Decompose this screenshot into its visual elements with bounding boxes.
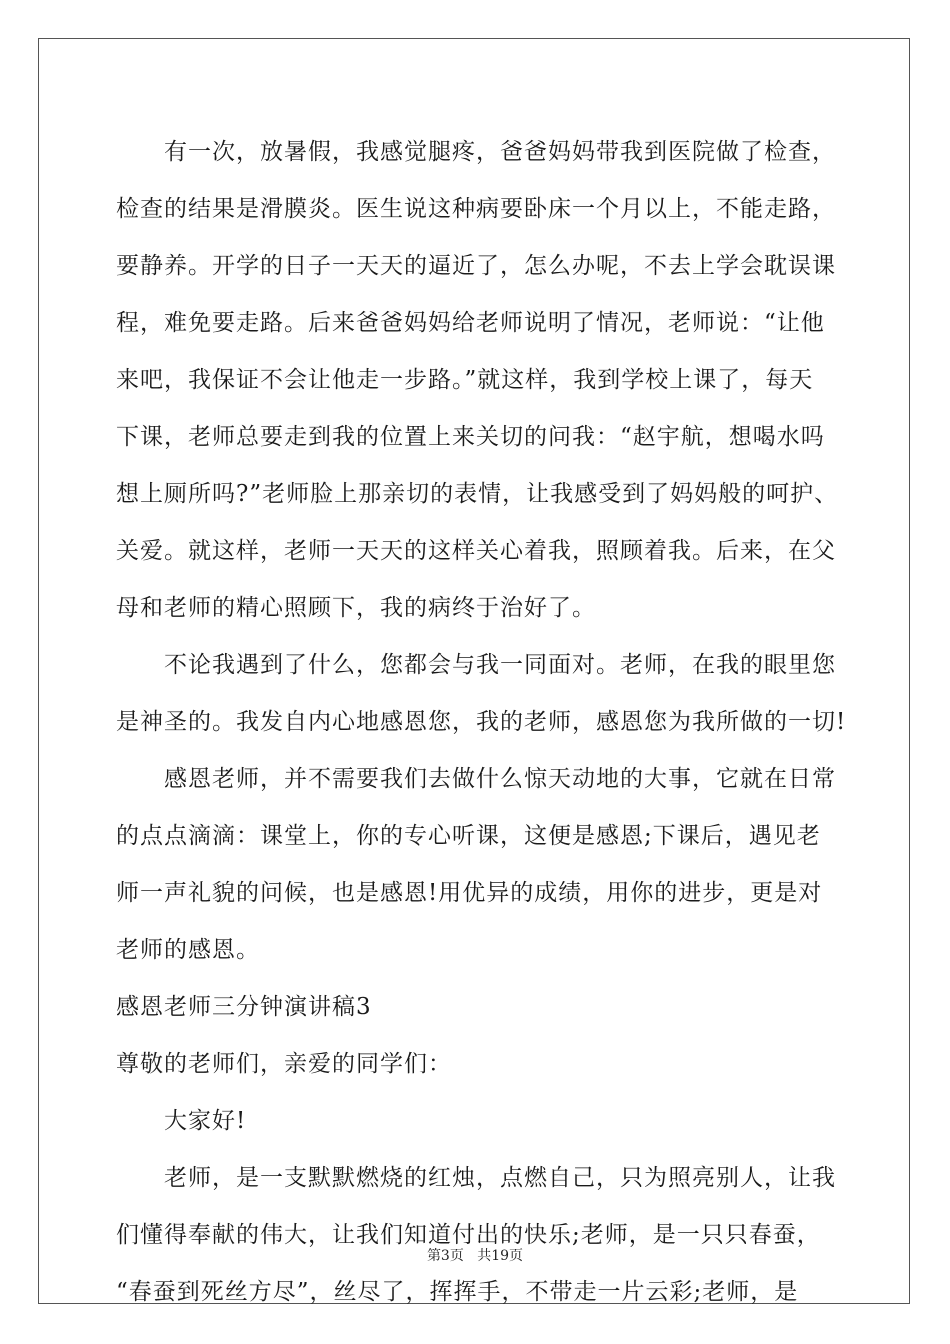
text-line: 关爱。就这样，老师一天天的这样关心着我，照顾着我。后来，在父 <box>116 538 836 564</box>
text-line: 们懂得奉献的伟大，让我们知道付出的快乐;老师，是一只只春蚕， <box>116 1222 821 1248</box>
text-line: 老师，是一支默默燃烧的红烛，点燃自己，只为照亮别人，让我 <box>164 1165 836 1191</box>
text-line: 下课，老师总要走到我的位置上来关切的问我：“赵宇航，想喝水吗 <box>116 424 825 450</box>
text-line: 大家好! <box>164 1108 247 1134</box>
text-line: 感恩老师三分钟演讲稿3 <box>116 994 372 1020</box>
document-body <box>116 124 847 1321</box>
text-line: 母和老师的精心照顾下，我的病终于治好了。 <box>116 595 596 621</box>
page-total: 共19页 <box>477 1248 524 1264</box>
text-line: 程，难免要走路。后来爸爸妈妈给老师说明了情况，老师说：“让他 <box>116 310 825 336</box>
text-line: “春蚕到死丝方尽”，丝尽了，挥挥手，不带走一片云彩;老师，是 <box>116 1279 799 1305</box>
text-line: 尊敬的老师们，亲爱的同学们： <box>116 1051 452 1077</box>
text-line: 想上厕所吗?”老师脸上那亲切的表情，让我感受到了妈妈般的呵护、 <box>116 481 839 507</box>
text-line: 是神圣的。我发自内心地感恩您，我的老师，感恩您为我所做的一切! <box>116 709 847 735</box>
text-line: 要静养。开学的日子一天天的逼近了，怎么办呢，不去上学会耽误课 <box>116 253 836 279</box>
text-line: 有一次，放暑假，我感觉腿疼，爸爸妈妈带我到医院做了检查， <box>164 139 836 165</box>
page-footer <box>0 1245 950 1265</box>
text-line: 检查的结果是滑膜炎。医生说这种病要卧床一个月以上，不能走路， <box>116 196 836 222</box>
text-line: 师一声礼貌的问候，也是感恩!用优异的成绩，用你的进步，更是对 <box>116 880 823 906</box>
page-number: 第3页 <box>426 1248 464 1264</box>
text-line: 不论我遇到了什么，您都会与我一同面对。老师，在我的眼里您 <box>164 652 836 678</box>
text-line: 的点点滴滴：课堂上，你的专心听课，这便是感恩;下课后，遇见老 <box>116 823 821 849</box>
text-line: 老师的感恩。 <box>116 937 260 963</box>
text-line: 来吧，我保证不会让他走一步路。”就这样，我到学校上课了，每天 <box>116 367 814 393</box>
text-line: 感恩老师，并不需要我们去做什么惊天动地的大事，它就在日常 <box>164 766 836 792</box>
